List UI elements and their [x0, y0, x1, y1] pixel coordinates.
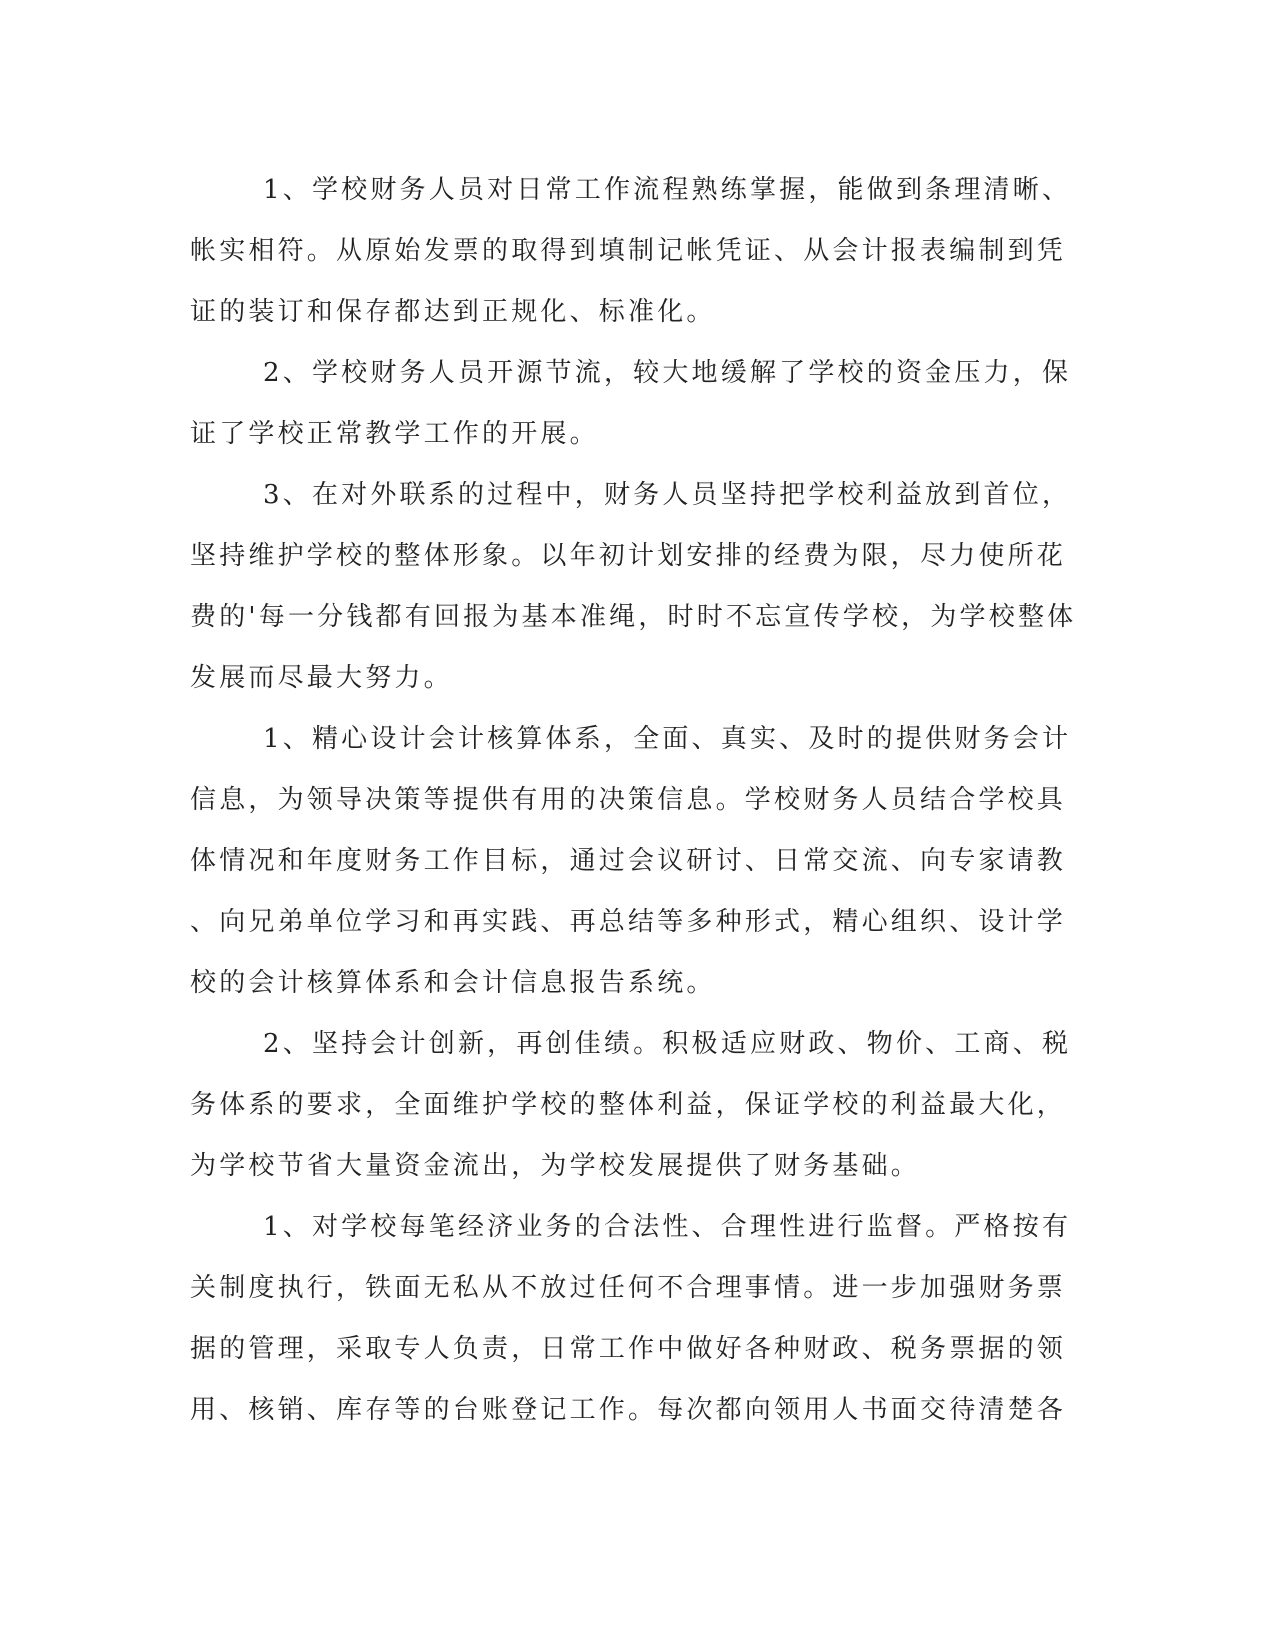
paragraph-6 — [190, 1197, 1072, 1441]
paragraph-line: 3、在对外联系的过程中，财务人员坚持把学校利益放到首位， — [263, 480, 1072, 510]
document-body — [190, 160, 1077, 1441]
paragraph-line: 2、学校财务人员开源节流，较大地缓解了学校的资金压力，保 — [263, 358, 1072, 388]
paragraph-line: 信息，为领导决策等提供有用的决策信息。学校财务人员结合学校具 — [190, 785, 1067, 815]
paragraph-line: 为学校节省大量资金流出，为学校发展提供了财务基础。 — [190, 1151, 921, 1181]
paragraph-3 — [190, 465, 1077, 709]
paragraph-line: 1、对学校每笔经济业务的合法性、合理性进行监督。严格按有 — [263, 1212, 1072, 1242]
paragraph-line: 、向兄弟单位学习和再实践、再总结等多种形式，精心组织、设计学 — [190, 907, 1067, 937]
paragraph-line: 据的管理，采取专人负责，日常工作中做好各种财政、税务票据的领 — [190, 1334, 1067, 1364]
paragraph-line: 帐实相符。从原始发票的取得到填制记帐凭证、从会计报表编制到凭 — [190, 236, 1067, 266]
paragraph-line: 1、学校财务人员对日常工作流程熟练掌握，能做到条理清晰、 — [263, 175, 1072, 205]
paragraph-line: 2、坚持会计创新，再创佳绩。积极适应财政、物价、工商、税 — [263, 1029, 1072, 1059]
paragraph-line: 体情况和年度财务工作目标，通过会议研讨、日常交流、向专家请教 — [190, 846, 1067, 876]
paragraph-5 — [190, 1014, 1072, 1197]
paragraph-line: 证的装订和保存都达到正规化、标准化。 — [190, 297, 716, 327]
paragraph-line: 证了学校正常教学工作的开展。 — [190, 419, 599, 449]
paragraph-1 — [190, 160, 1072, 343]
paragraph-line: 1、精心设计会计核算体系，全面、真实、及时的提供财务会计 — [263, 724, 1072, 754]
paragraph-4 — [190, 709, 1072, 1014]
paragraph-line: 关制度执行，铁面无私从不放过任何不合理事情。进一步加强财务票 — [190, 1273, 1067, 1303]
paragraph-2 — [190, 343, 1072, 465]
paragraph-line: 发展而尽最大努力。 — [190, 663, 453, 693]
paragraph-line: 务体系的要求，全面维护学校的整体利益，保证学校的利益最大化， — [190, 1090, 1067, 1120]
paragraph-line: 坚持维护学校的整体形象。以年初计划安排的经费为限，尽力使所花 — [190, 541, 1067, 571]
paragraph-line: 用、核销、库存等的台账登记工作。每次都向领用人书面交待清楚各 — [190, 1395, 1067, 1425]
paragraph-line: 费的'每一分钱都有回报为基本准绳，时时不忘宣传学校，为学校整体 — [190, 602, 1077, 632]
paragraph-line: 校的会计核算体系和会计信息报告系统。 — [190, 968, 716, 998]
